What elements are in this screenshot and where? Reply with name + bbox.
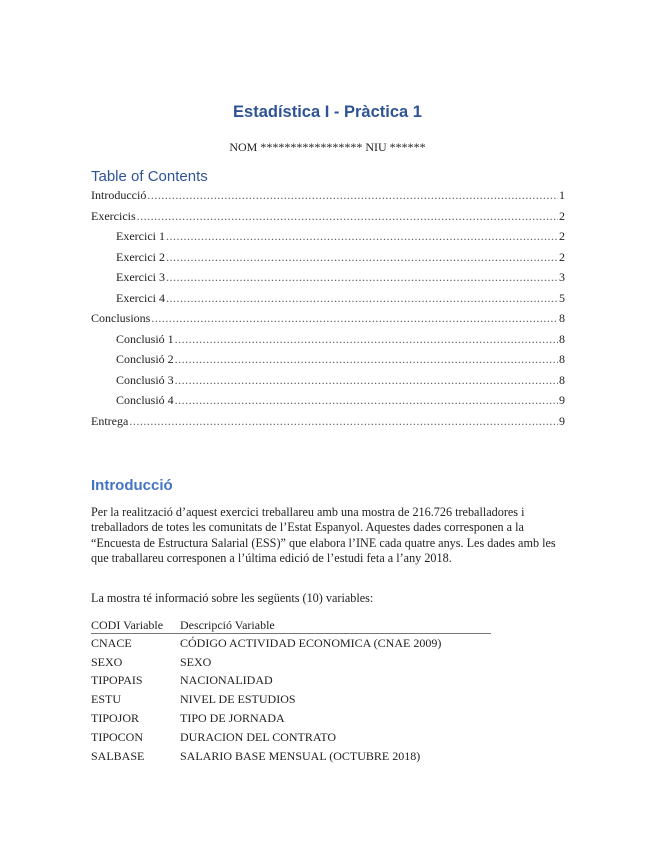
variable-code: TIPOCON [91, 729, 144, 744]
column-header-code: CODI Variable [91, 618, 180, 634]
variable-code: TIPOJOR [91, 711, 140, 726]
toc-entry-conclusio-2[interactable]: Conclusió 2 ..... 8 [116, 352, 565, 370]
variable-code: CNACE [91, 635, 132, 650]
variable-description: SALARIO BASE MENSUAL (OCTUBRE 2018) [180, 748, 421, 763]
table-header-row [91, 618, 491, 634]
variable-description: CÓDIGO ACTIVIDAD ECONOMICA (CNAE 2009) [180, 635, 442, 650]
document-title: Estadística I - Pràctica 1 [233, 103, 422, 121]
toc-heading: Table of Contents [91, 168, 208, 185]
table-row [91, 653, 491, 672]
table-row [91, 690, 491, 709]
table-row [91, 728, 491, 747]
table-row [91, 672, 491, 691]
variables-table [91, 618, 491, 766]
variable-description: SEXO [180, 654, 212, 669]
toc-entry-exercici-1[interactable]: Exercici 1 ..... 2 [116, 229, 565, 247]
table-row [91, 747, 491, 766]
variable-description: NIVEL DE ESTUDIOS [180, 692, 296, 707]
toc-entry-exercici-2[interactable]: Exercici 2 ..... 2 [116, 250, 565, 268]
variable-description: NACIONALIDAD [180, 673, 273, 688]
table-row [91, 634, 491, 653]
toc-entry-introduccio[interactable]: Introducció ..... 1 [91, 188, 565, 206]
variable-description: TIPO DE JORNADA [180, 711, 285, 726]
table-row [91, 709, 491, 728]
student-name-line: NOM ***************** NIU ****** [229, 140, 426, 154]
variable-code: TIPOPAIS [91, 673, 143, 688]
intro-paragraph: Per la realització d’aquest exercici treballareu amb una mostra de 216.726 treballadores i treballadors de totes les comunitats de l’Estat Espanyol. Aquestes dades corresponen a la “Encuesta de Estructura Salarial (ESS)” que elabora l’INE cada quatre anys. Les dades amb les que traballareu corresponen a l’última edició de l’estudi feta a l’any 2018. [91, 505, 556, 566]
toc-entry-exercicis[interactable]: Exercicis ..... 2 [91, 209, 565, 227]
toc-entry-conclusio-4[interactable]: Conclusió 4 ..... 9 [116, 393, 565, 411]
variable-code: ESTU [91, 692, 121, 707]
toc-entry-conclusio-3[interactable]: Conclusió 3 ..... 8 [116, 373, 565, 391]
variable-code: SALBASE [91, 748, 145, 763]
introduccio-heading: Introducció [91, 477, 173, 494]
variable-description: DURACION DEL CONTRATO [180, 729, 336, 744]
column-header-description: Descripció Variable [180, 618, 491, 634]
toc-entry-conclusio-1[interactable]: Conclusió 1 ..... 8 [116, 332, 565, 350]
toc-entry-conclusions[interactable]: Conclusions ..... 8 [91, 311, 565, 329]
toc-entry-entrega[interactable]: Entrega ..... 9 [91, 414, 565, 432]
toc-entry-exercici-4[interactable]: Exercici 4 ..... 5 [116, 291, 565, 309]
toc-entry-exercici-3[interactable]: Exercici 3 ..... 3 [116, 270, 565, 288]
variables-intro-paragraph: La mostra té informació sobre les següents (10) variables: [91, 591, 374, 605]
variable-code: SEXO [91, 654, 123, 669]
